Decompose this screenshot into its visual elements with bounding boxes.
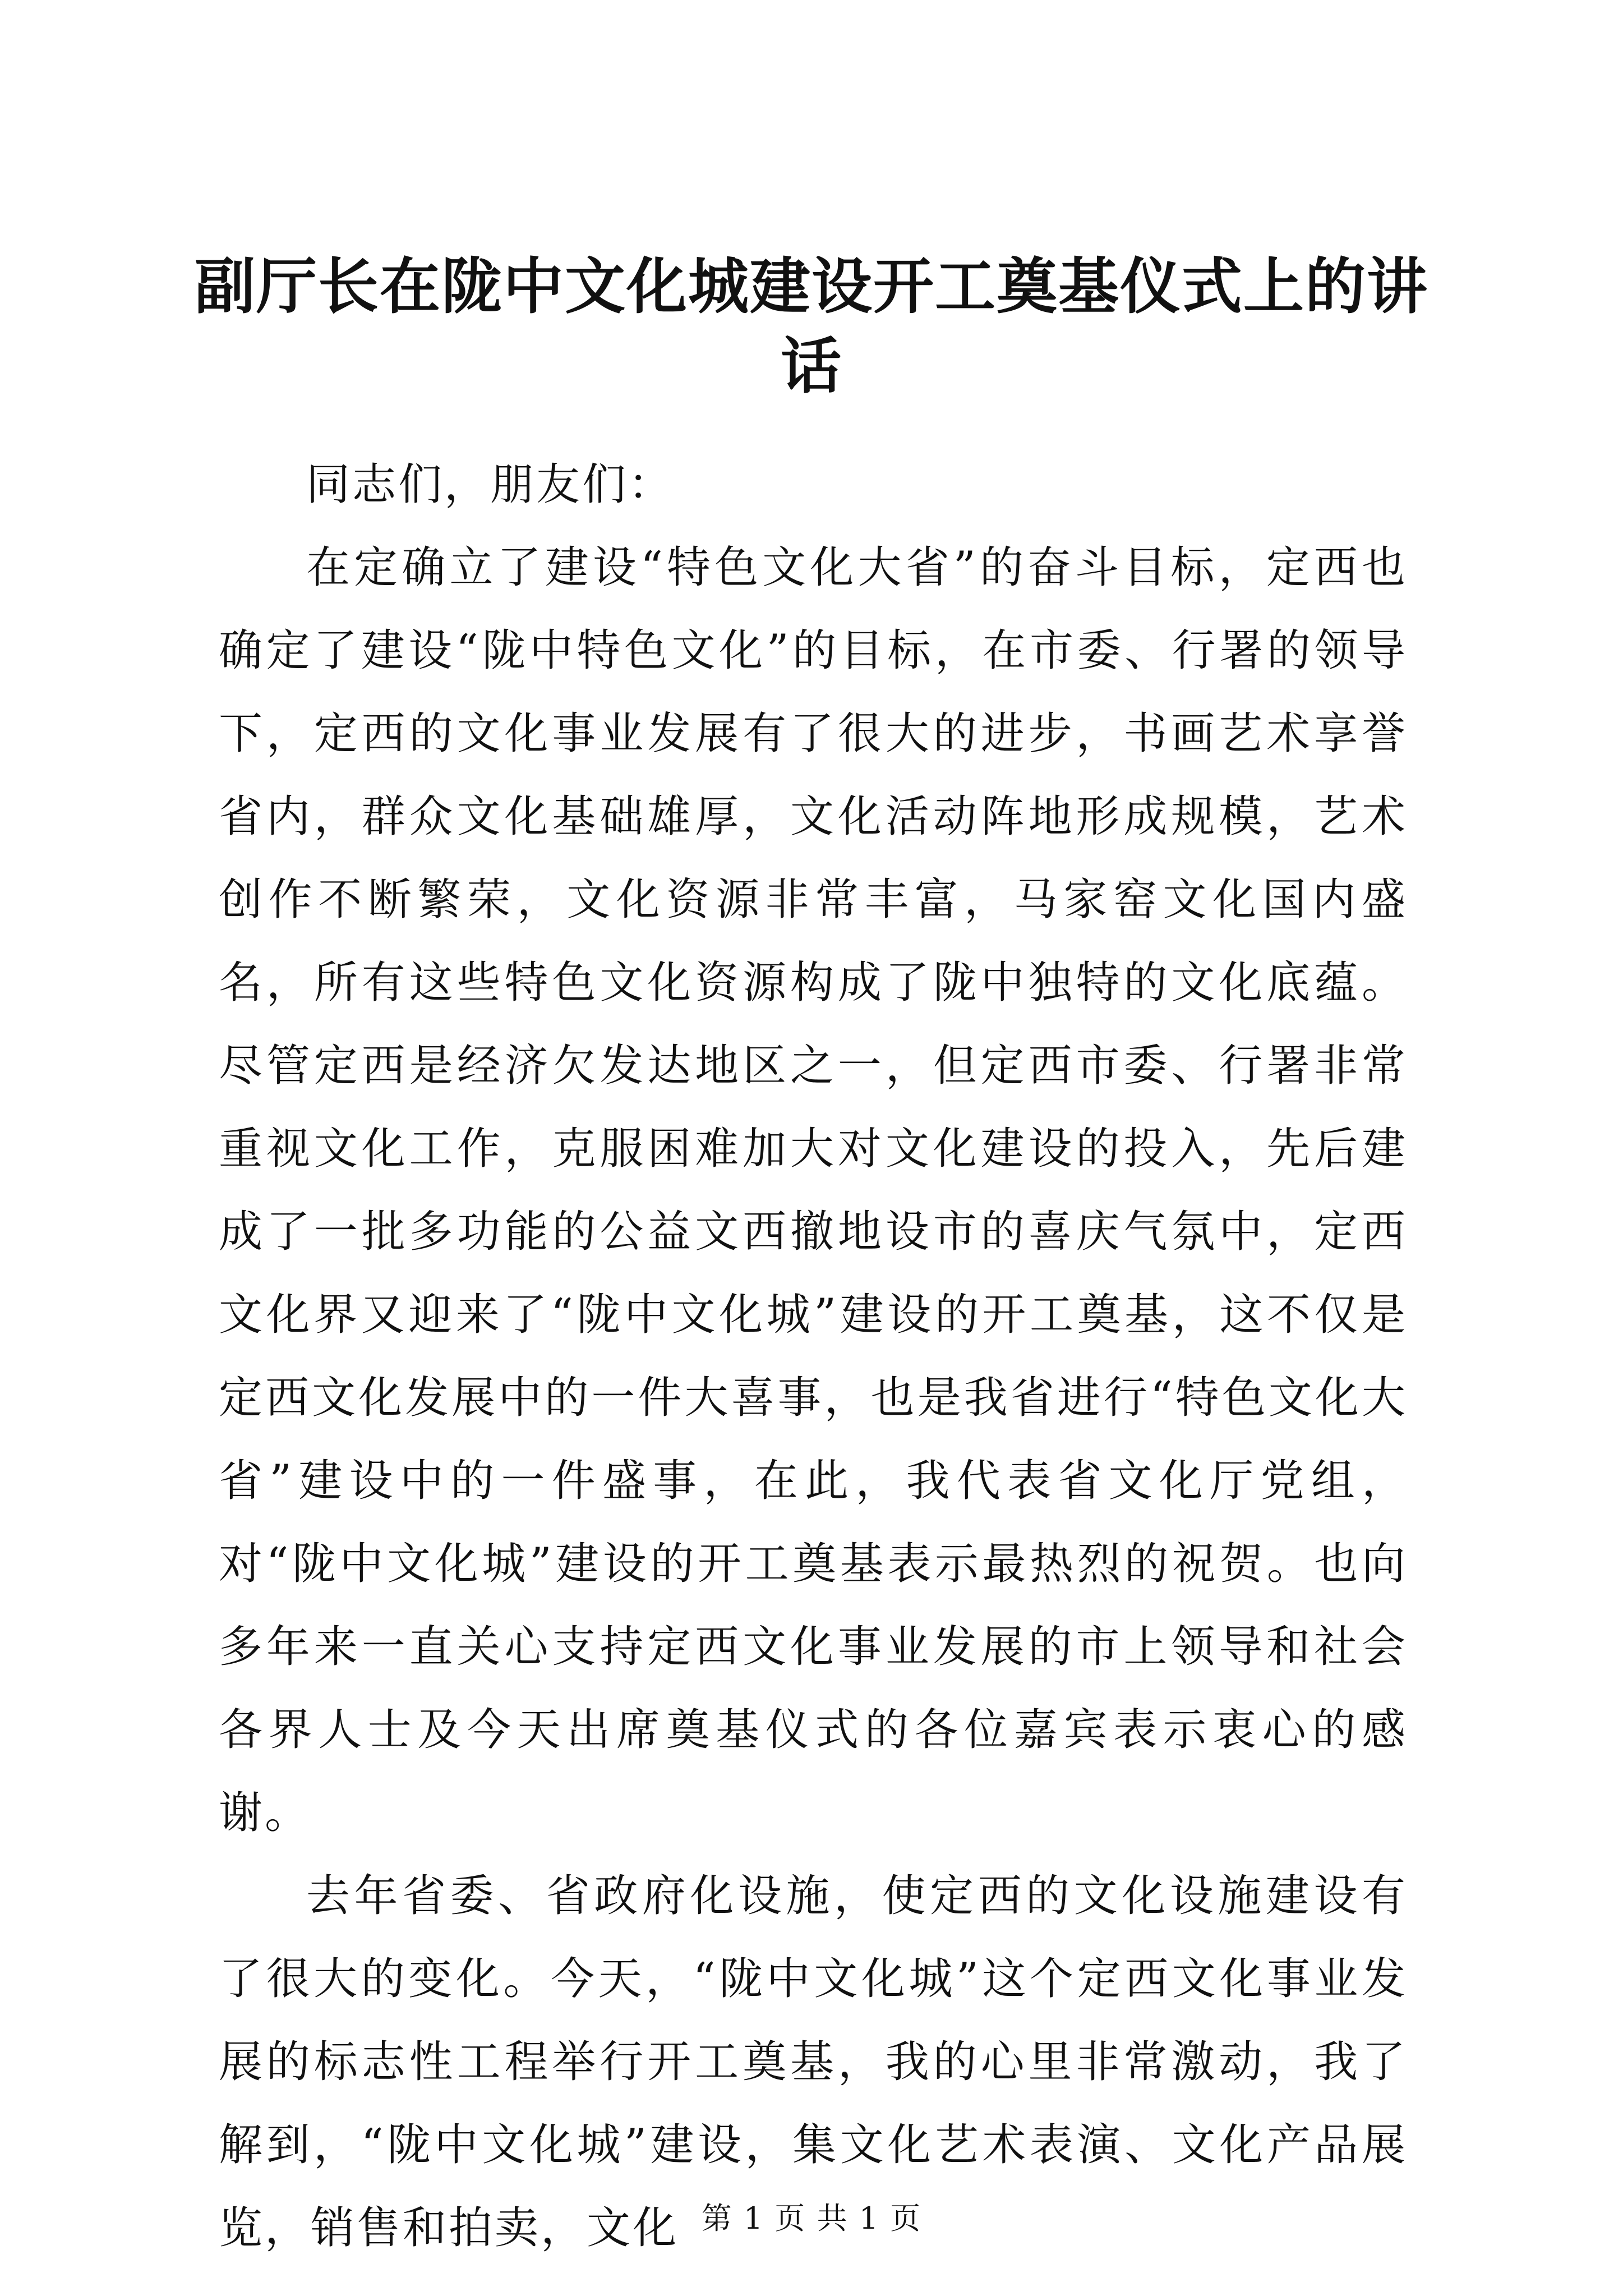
body-paragraph: 在定确立了建设“特色文化大省”的奋斗目标，定西也确定了建设“陇中特色文化”的目标，在市委、行署的领导下，定西的文化事业发展有了很大的进步，书画艺术享誉省内，群众文化基础雄厚，文化活动阵地形成规模，艺术创作不断繁荣，文化资源非常丰富，马家窑文化国内盛名，所有这些特色文化资源构成了陇中独特的文化底蕴。尽管定西是经济欠发达地区之一，但定西市委、行署非常重视文化工作，克服困难加大对文化建设的投入，先后建成了一批多功能的公益文西撤地设市的喜庆气氛中，定西文化界又迎来了“陇中文化城”建设的开工奠基，这不仅是定西文化发展中的一件大喜事，也是我省进行“特色文化大省”建设中的一件盛事，在此，我代表省文化厅党组，对“陇中文化城”建设的开工奠基表示最热烈的祝贺。也向多年来一直关心支持定西文化事业发展的市上领导和社会各界人士及今天出席奠基仪式的各位嘉宾表示衷心的感谢。 — [219, 542, 1408, 1838]
document-title: 副厅长在陇中文化城建设开工奠基仪式上的讲话 — [194, 251, 1428, 402]
document-body — [219, 443, 1408, 2270]
salutation-paragraph: 同志们，朋友们： — [306, 459, 675, 510]
page-footer: 第 1 页 共 1 页 — [701, 2201, 922, 2236]
body-paragraph: 去年省委、省政府化设施，使定西的文化设施建设有了很大的变化。今天，“陇中文化城”这个定西文化事业发展的标志性工程举行开工奠基，我的心里非常激动，我了解到，“陇中文化城”建设，集文化艺术表演、文化产品展览，销售和拍卖，文化 — [219, 1871, 1408, 2253]
